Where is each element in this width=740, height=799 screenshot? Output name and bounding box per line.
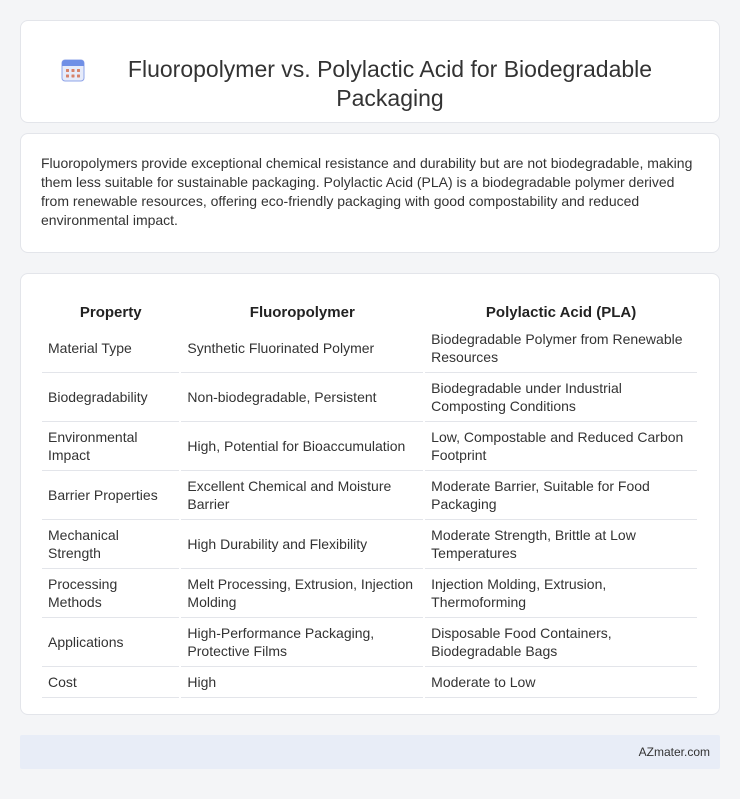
summary-card: [20, 133, 720, 253]
table-row: [42, 324, 697, 373]
row-property: Material Type: [42, 324, 179, 373]
footer: [20, 735, 720, 769]
row-pla: Low, Compostable and Reduced Carbon Footprint: [425, 422, 697, 471]
row-pla: Biodegradable Polymer from Renewable Resources: [425, 324, 697, 373]
row-fluoropolymer: Non-biodegradable, Persistent: [181, 373, 423, 422]
row-property: Applications: [42, 618, 179, 667]
row-pla: Moderate Strength, Brittle at Low Temperatures: [425, 520, 697, 569]
title-card: [20, 20, 720, 123]
comparison-table: [40, 294, 699, 698]
row-pla: Biodegradable under Industrial Composting Conditions: [425, 373, 697, 422]
row-fluoropolymer: Synthetic Fluorinated Polymer: [181, 324, 423, 373]
title-wrap: [60, 31, 680, 113]
row-pla: Injection Molding, Extrusion, Thermoforming: [425, 569, 697, 618]
row-fluoropolymer: Melt Processing, Extrusion, Injection Molding: [181, 569, 423, 618]
row-pla: Moderate Barrier, Suitable for Food Packaging: [425, 471, 697, 520]
header-property: Property: [79, 303, 142, 321]
comparison-table-card: [20, 273, 720, 715]
row-pla: Moderate to Low: [425, 667, 697, 698]
row-fluoropolymer: High-Performance Packaging, Protective Films: [181, 618, 423, 667]
table-row: [42, 422, 697, 471]
footer-brand[interactable]: AZmater.com: [638, 745, 710, 759]
row-fluoropolymer: High, Potential for Bioaccumulation: [181, 422, 423, 471]
page-title: Fluoropolymer vs. Polylactic Acid for Biodegradable Packaging: [127, 55, 653, 111]
calendar-icon: [60, 57, 86, 83]
row-property: Mechanical Strength: [42, 520, 179, 569]
row-property: Cost: [42, 667, 179, 698]
row-fluoropolymer: Excellent Chemical and Moisture Barrier: [181, 471, 423, 520]
row-property: Biodegradability: [42, 373, 179, 422]
summary-text: Fluoropolymers provide exceptional chemical resistance and durability but are not biodegradable, making them less suitable for sustainable packaging. Polylactic Acid (PLA) is a biodegradable polymer derived from renewable resources, offering eco-friendly packaging with good compostability and reduced environmental impact.: [41, 155, 693, 228]
table-row: [42, 373, 697, 422]
row-fluoropolymer: High Durability and Flexibility: [181, 520, 423, 569]
header-fluoropolymer: Fluoropolymer: [249, 303, 355, 321]
table-row: [42, 667, 697, 698]
row-fluoropolymer: High: [181, 667, 423, 698]
table-row: [42, 471, 697, 520]
row-property: Processing Methods: [42, 569, 179, 618]
row-pla: Disposable Food Containers, Biodegradable Bags: [425, 618, 697, 667]
table-row: [42, 569, 697, 618]
table-row: [42, 520, 697, 569]
table-header-row: [42, 294, 697, 324]
table-row: [42, 618, 697, 667]
row-property: Barrier Properties: [42, 471, 179, 520]
header-pla: Polylactic Acid (PLA): [485, 303, 637, 321]
row-property: Environmental Impact: [42, 422, 179, 471]
